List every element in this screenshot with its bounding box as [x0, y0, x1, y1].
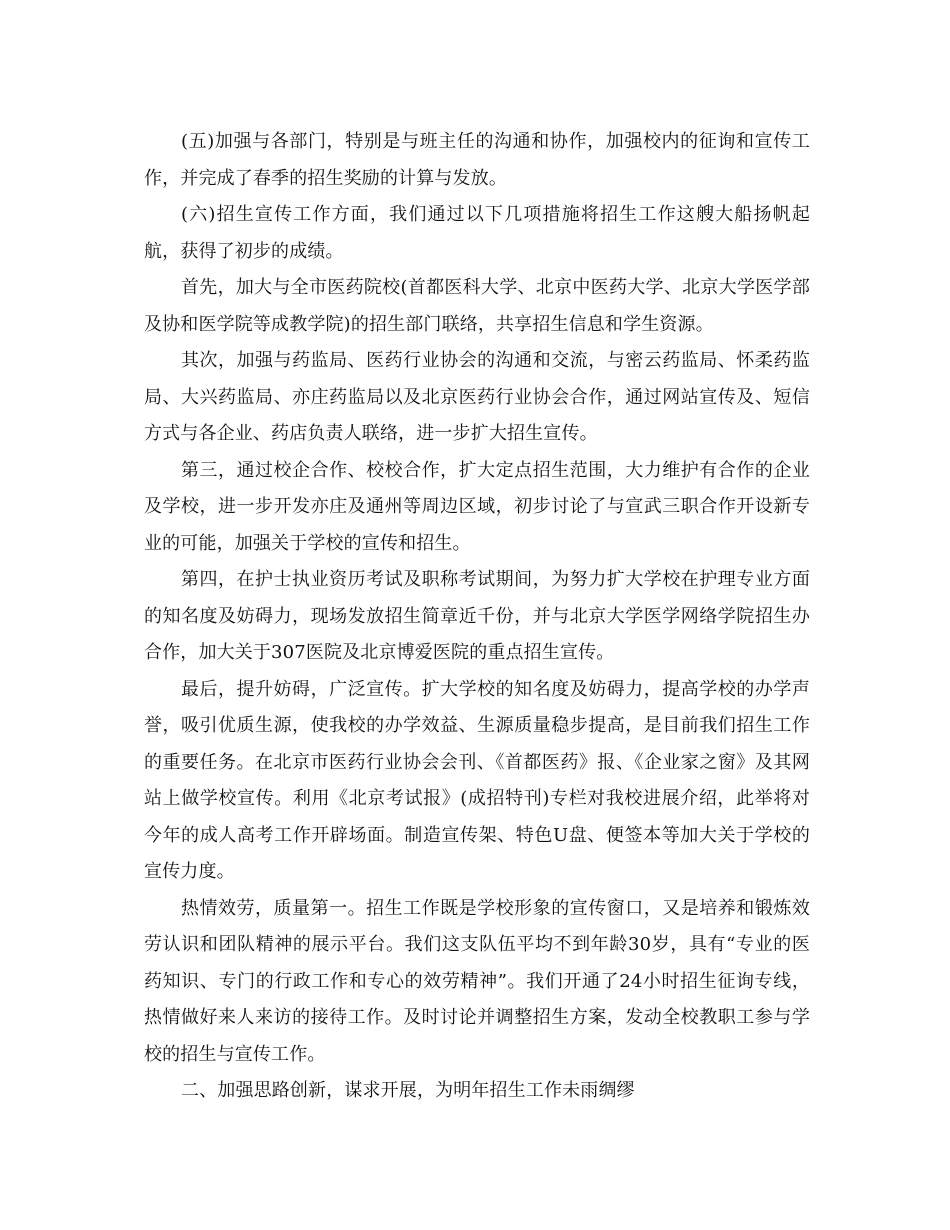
paragraph-6-publicity: (六)招生宣传工作方面，我们通过以下几项措施将招生工作这艘大船扬帆起航，获得了初步的成绩。 [144, 204, 810, 262]
paragraph-fourth-exams: 第四，在护士执业资历考试及职称考试期间，为努力扩大学校在护理专业方面的知名度及妨碍力，现场发放招生简章近千份，并与北京大学医学网络学院招生办合作，加大关于307医院及北京博爱医院的重点招生宣传。 [144, 569, 810, 663]
paragraph-third-cooperation: 第三，通过校企合作、校校合作，扩大定点招生范围，大力维护有合作的企业及学校，进一步开发亦庄及通州等周边区域，初步讨论了与宣武三职合作开设新专业的可能，加强关于学校的宣传和招生。 [144, 459, 810, 554]
document-body [144, 124, 810, 1110]
section-heading-two: 二、加强思路创新，谋求开展，为明年招生工作未雨绸缪 [181, 1080, 635, 1101]
paragraph-5-coordination: (五)加强与各部门，特别是与班主任的沟通和协作，加强校内的征询和宣传工作，并完成了春季的招生奖励的计算与发放。 [144, 131, 810, 189]
paragraph-service-quality: 热情效劳，质量第一。招生工作既是学校形象的宣传窗口，又是培养和锻炼效劳认识和团队精神的展示平台。我们这支队伍平均不到年龄30岁，具有“专业的医药知识、专门的行政工作和专心的效劳精神”。我们开通了24小时招生征询专线，热情做好来人来访的接待工作。及时讨论并调整招生方案，发动全校教职工参与学校的招生与宣传工作。 [144, 897, 810, 1065]
paragraph-second-drug-bureaus: 其次，加强与药监局、医药行业协会的沟通和交流，与密云药监局、怀柔药监局、大兴药监局、亦庄药监局以及北京医药行业协会合作，通过网站宣传及、短信方式与各企业、药店负责人联络，进一步扩大招生宣传。 [144, 350, 810, 444]
paragraph-finally-influence: 最后，提升妨碍，广泛宣传。扩大学校的知名度及妨碍力，提高学校的办学声誉，吸引优质生源，使我校的办学效益、生源质量稳步提高，是目前我们招生工作的重要任务。在北京市医药行业协会会刊、《首都医药》报、《企业家之窗》及其网站上做学校宣传。利用《北京考试报》(成招特刊)专栏对我校进展介绍，此举将对今年的成人高考工作开辟场面。制造宣传架、特色U盘、便签本等加大关于学校的宣传力度。 [144, 678, 810, 882]
paragraph-first-medical-schools: 首先，加大与全市医药院校(首都医科大学、北京中医药大学、北京大学医学部及协和医学院等成教学院)的招生部门联络，共享招生信息和学生资源。 [144, 277, 810, 335]
